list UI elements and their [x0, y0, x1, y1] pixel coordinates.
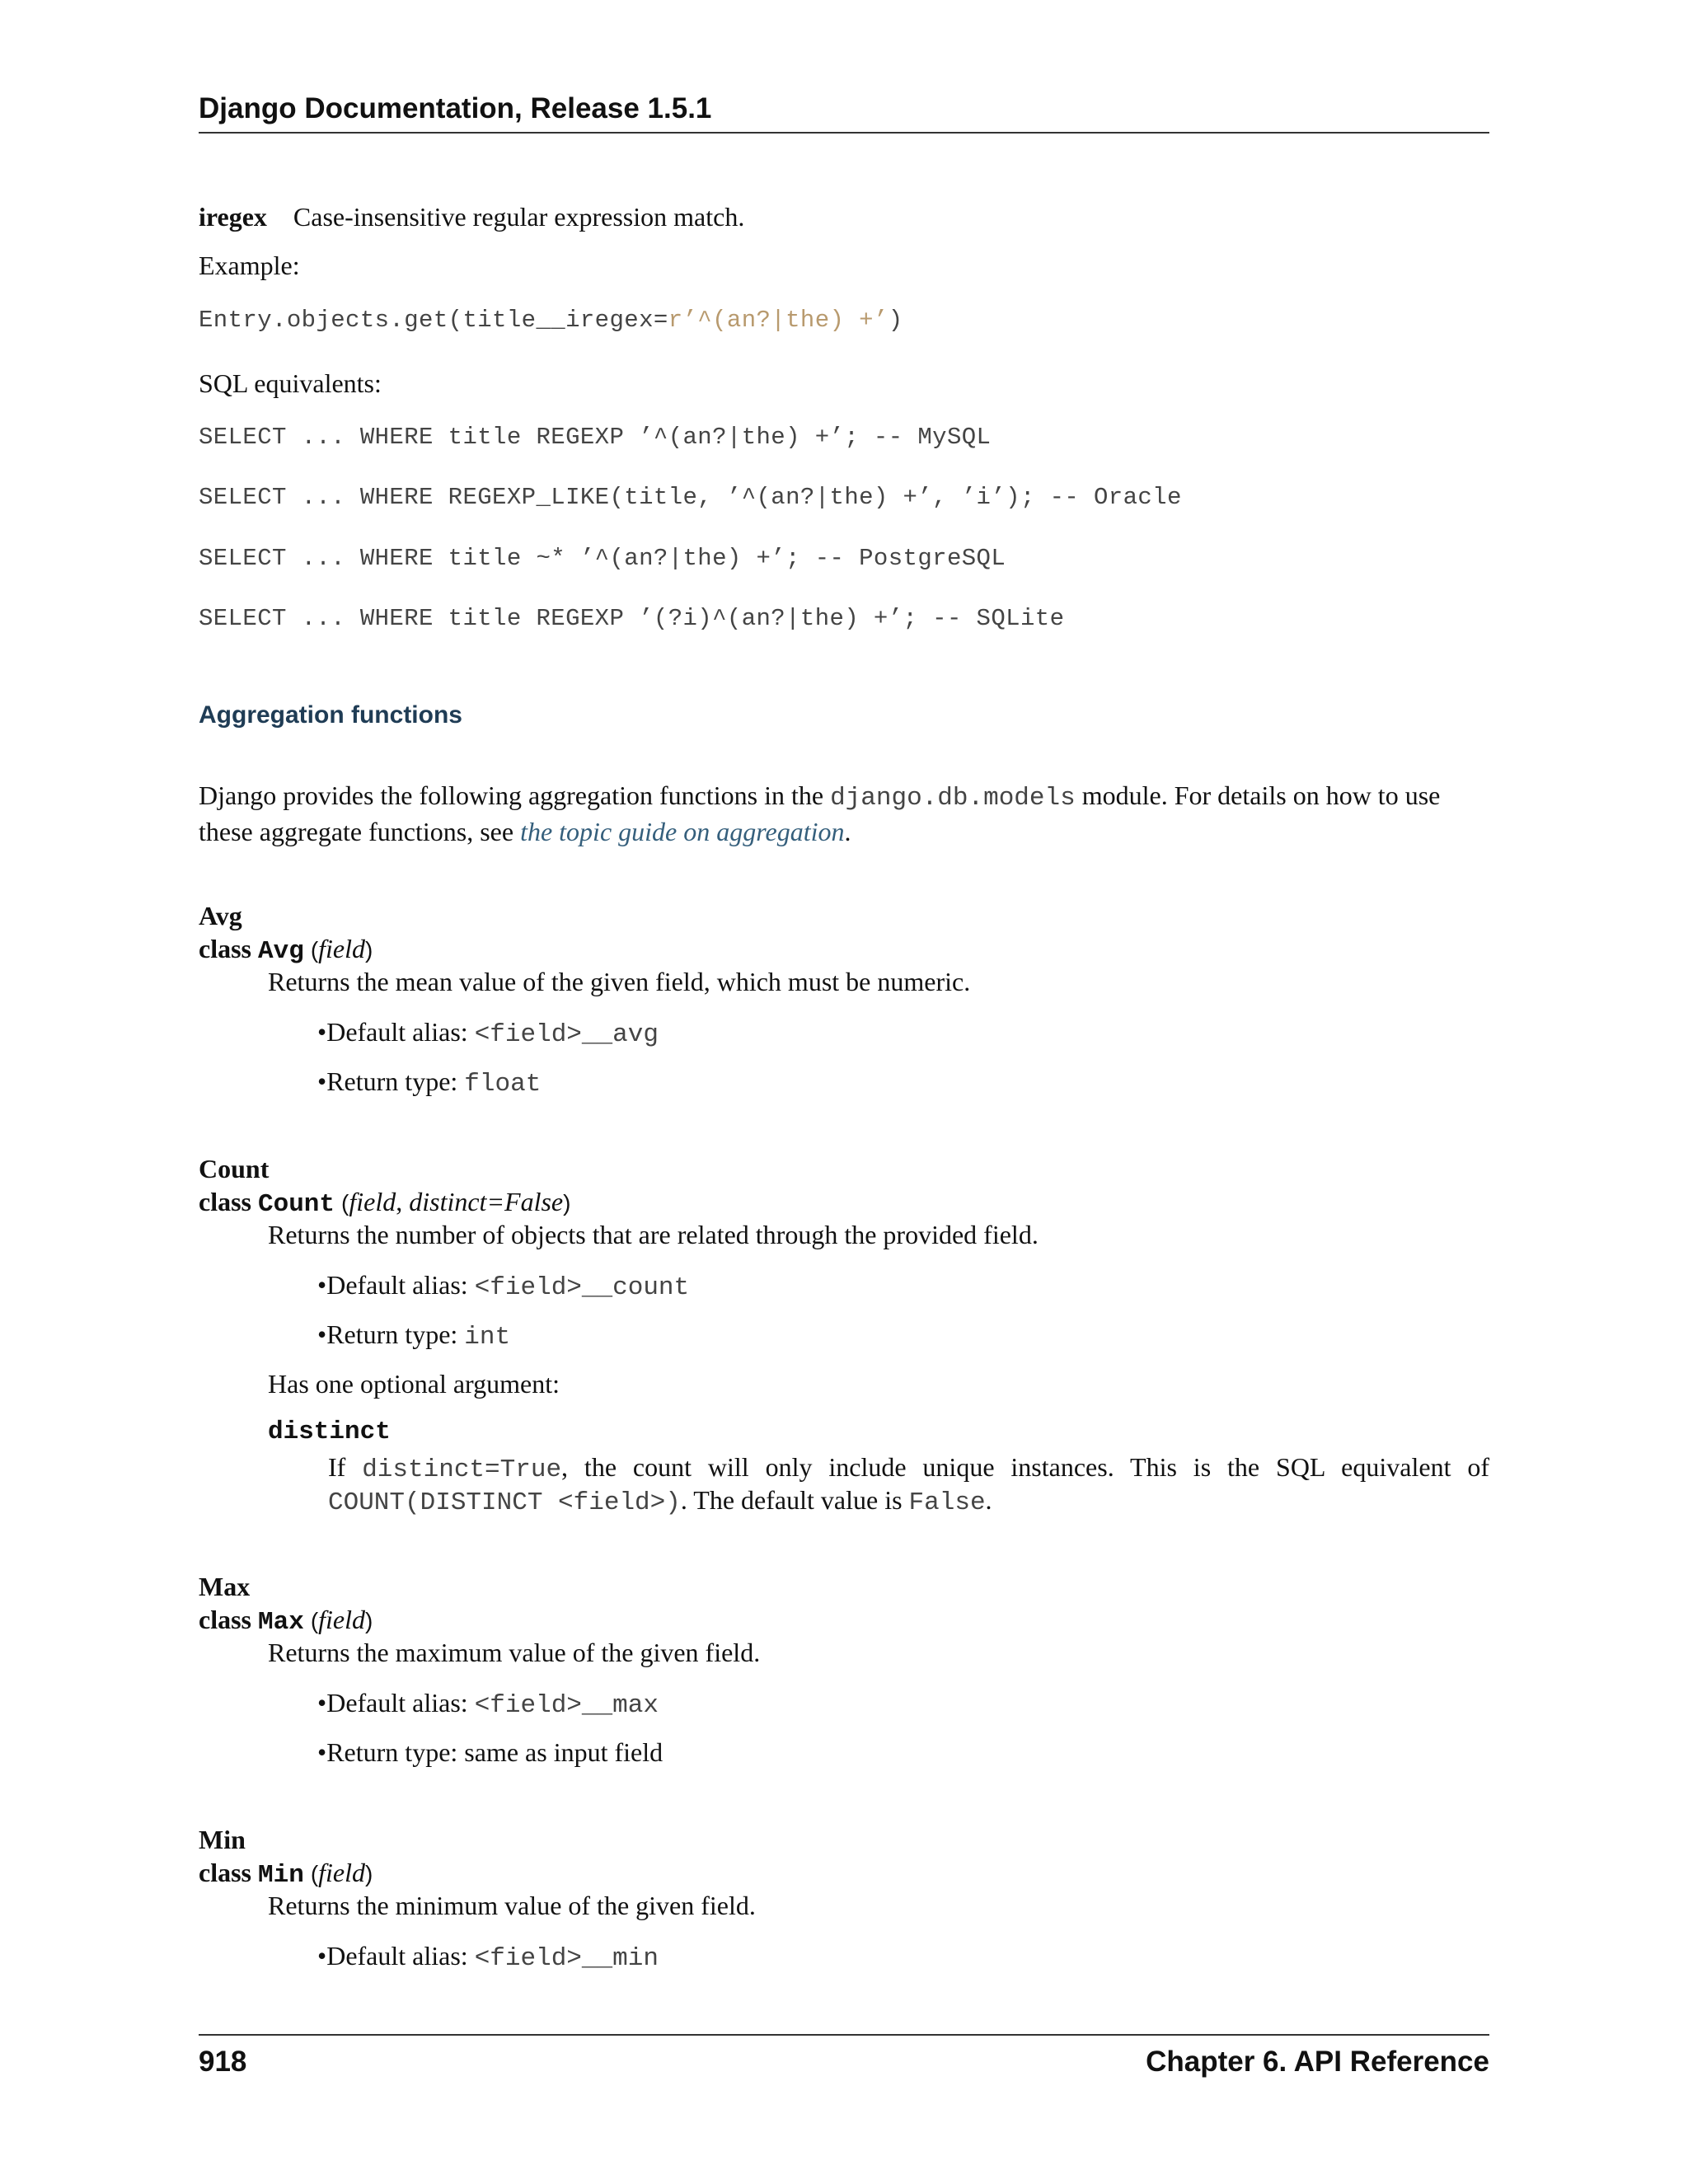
return-type-label: •Return type: — [317, 1066, 465, 1096]
sql-line-mysql: SELECT ... WHERE title REGEXP ’^(an?|the) +’; -- MySQL — [199, 424, 992, 451]
intro-text: Django provides the following aggregation functions in the — [199, 780, 831, 810]
false-code: False — [908, 1488, 986, 1517]
avg-alias-value: <field>__avg — [474, 1020, 659, 1049]
document-title: Django Documentation, Release 1.5.1 — [199, 92, 712, 124]
max-class-name: Max — [258, 1608, 304, 1637]
sql-equivalents-label: SQL equivalents: — [199, 368, 382, 398]
iregex-term: iregex — [199, 202, 267, 232]
avg-type-value: float — [464, 1070, 542, 1099]
aggregation-heading: Aggregation functions — [199, 701, 462, 729]
example-code-close: ) — [888, 307, 903, 334]
avg-params: field — [318, 934, 366, 963]
example-label: Example: — [199, 251, 300, 280]
distinct-text-2: , the count will only include unique instances. This is the SQL equivalent of — [561, 1452, 1490, 1482]
min-alias-value: <field>__min — [474, 1944, 659, 1973]
avg-signature: class Avg (field) — [199, 934, 373, 966]
min-title: Min — [199, 1825, 246, 1854]
count-param-distinct: distinct=False — [409, 1187, 564, 1216]
min-params: field — [318, 1858, 366, 1887]
example-code-call: Entry.objects.get(title__iregex= — [199, 307, 668, 334]
distinct-text-4: . — [985, 1485, 992, 1515]
min-description: Returns the minimum value of the given field. — [268, 1891, 756, 1920]
count-arg-distinct — [268, 1418, 391, 1446]
count-distinct-code: COUNT(DISTINCT <field>) — [328, 1488, 681, 1517]
aggregation-intro — [199, 779, 1489, 848]
module-name: django.db.models — [830, 784, 1076, 813]
count-title: Count — [199, 1154, 270, 1183]
avg-default-alias — [317, 1015, 659, 1052]
chapter-title: Chapter 6. API Reference — [1146, 2046, 1489, 2078]
max-alias-value: <field>__max — [474, 1691, 659, 1720]
distinct-arg-name: distinct — [268, 1418, 391, 1446]
count-class-name: Count — [258, 1190, 335, 1219]
distinct-text: If — [328, 1452, 363, 1482]
intro-text-2: module. For details on how to use — [1075, 780, 1441, 810]
intro-text-4: . — [844, 817, 851, 846]
example-code-string: r’^(an?|the) +’ — [668, 307, 889, 334]
iregex-definition — [199, 200, 744, 233]
example-code — [199, 304, 903, 337]
count-return-type — [317, 1318, 510, 1354]
sql-line-oracle: SELECT ... WHERE REGEXP_LIKE(title, ’^(an?|the) +’, ’i’); -- Oracle — [199, 484, 1182, 511]
min-class-name: Min — [258, 1861, 304, 1890]
max-signature: class Max (field) — [199, 1605, 373, 1637]
count-signature: class Count (field, distinct=False) — [199, 1187, 571, 1219]
distinct-desc-line1 — [328, 1451, 1489, 1487]
count-default-alias — [317, 1268, 689, 1305]
aggregation-topic-link[interactable]: the topic guide on aggregation — [520, 817, 845, 846]
sql-line-sqlite: SELECT ... WHERE title REGEXP ’(?i)^(an?|the) +’; -- SQLite — [199, 605, 1065, 632]
avg-return-type — [317, 1065, 541, 1101]
distinct-true-code: distinct=True — [362, 1455, 562, 1484]
page-number: 918 — [199, 2046, 247, 2078]
avg-description: Returns the mean value of the given field, which must be numeric. — [268, 967, 971, 996]
iregex-description: Case-insensitive regular expression match. — [293, 202, 745, 232]
max-title: Max — [199, 1572, 251, 1601]
class-keyword: class — [199, 934, 258, 963]
page-header — [199, 92, 1489, 134]
count-type-value: int — [464, 1323, 511, 1352]
class-keyword: class — [199, 1858, 258, 1887]
param-separator: , — [396, 1187, 410, 1216]
max-params: field — [318, 1605, 366, 1634]
max-default-alias — [317, 1686, 659, 1722]
alias-label: •Default alias: — [317, 1270, 475, 1300]
alias-label: •Default alias: — [317, 1941, 475, 1971]
avg-class-name: Avg — [258, 937, 304, 966]
max-return-type: •Return type: same as input field — [317, 1737, 663, 1767]
class-keyword: class — [199, 1187, 258, 1216]
count-alias-value: <field>__count — [474, 1273, 690, 1302]
page-footer — [199, 2034, 1489, 2085]
distinct-desc-line2 — [328, 1483, 992, 1520]
intro-text-3: these aggregate functions, see — [199, 817, 521, 846]
max-description: Returns the maximum value of the given field. — [268, 1638, 761, 1667]
min-default-alias — [317, 1939, 659, 1975]
sql-line-postgresql: SELECT ... WHERE title ~* ’^(an?|the) +’; -- PostgreSQL — [199, 545, 1006, 572]
distinct-text-3: . The default value is — [680, 1485, 909, 1515]
alias-label: •Default alias: — [317, 1017, 475, 1047]
count-param-field: field — [349, 1187, 396, 1216]
alias-label: •Default alias: — [317, 1688, 475, 1718]
return-type-label: •Return type: — [317, 1319, 465, 1349]
class-keyword: class — [199, 1605, 258, 1634]
count-description: Returns the number of objects that are related through the provided field. — [268, 1220, 1039, 1249]
count-optional-note: Has one optional argument: — [268, 1369, 560, 1399]
min-signature: class Min (field) — [199, 1858, 373, 1890]
avg-title: Avg — [199, 901, 242, 930]
